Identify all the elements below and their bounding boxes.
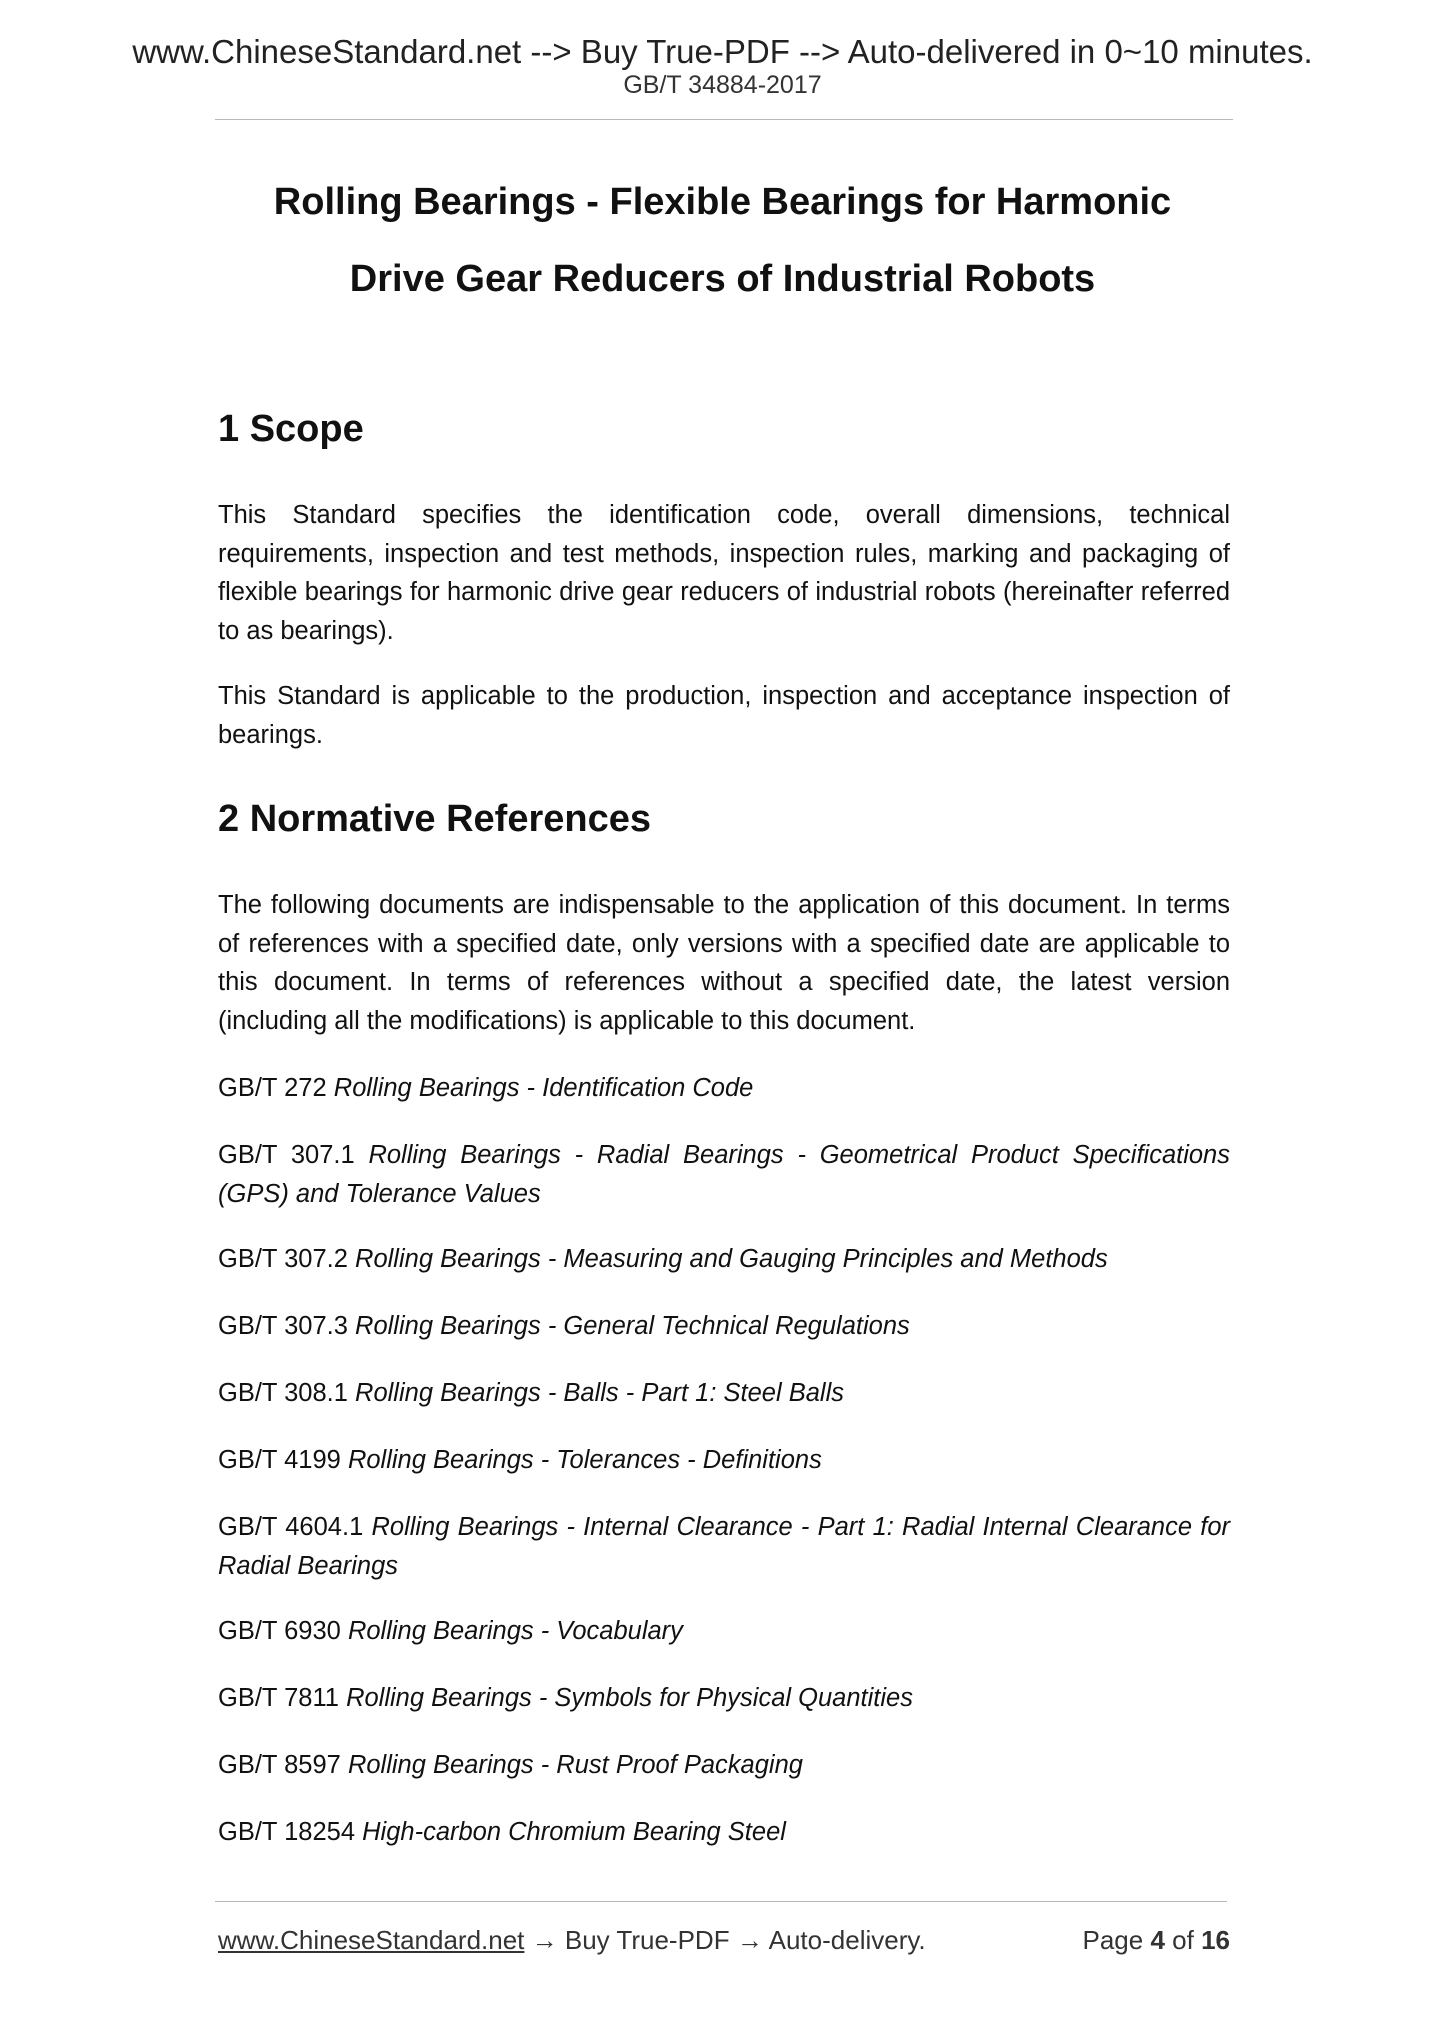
footer-delivery-text: Auto-delivery. bbox=[768, 1925, 926, 1955]
reference-code: GB/T 7811 bbox=[218, 1684, 339, 1712]
page-label: Page bbox=[1082, 1925, 1144, 1955]
page-of-label: of bbox=[1172, 1925, 1194, 1955]
reference-title: Rolling Bearings - Measuring and Gauging Principles and Methods bbox=[355, 1245, 1108, 1273]
document-title-line-2: Drive Gear Reducers of Industrial Robots bbox=[349, 258, 1096, 300]
reference-title: Rolling Bearings - Radial Bearings - Geometrical Product Specifications (GPS) and Tolerance Values bbox=[218, 1141, 1230, 1208]
reference-title: Rolling Bearings - Rust Proof Packaging bbox=[347, 1751, 803, 1779]
footer-site-link[interactable]: www.ChineseStandard.net bbox=[218, 1925, 525, 1955]
reference-item bbox=[218, 1240, 1230, 1279]
reference-code: GB/T 307.1 bbox=[218, 1141, 355, 1169]
reference-code: GB/T 8597 bbox=[218, 1751, 341, 1779]
footer-buy-text: Buy True-PDF bbox=[564, 1925, 730, 1955]
section-heading-scope: 1 Scope bbox=[218, 408, 364, 450]
footer-divider bbox=[215, 1901, 1227, 1902]
scope-paragraph-2: This Standard is applicable to the production, inspection and acceptance inspection of bearings. bbox=[218, 682, 1230, 749]
reference-title: High-carbon Chromium Bearing Steel bbox=[362, 1818, 786, 1846]
reference-title: Rolling Bearings - Internal Clearance - Part 1: Radial Internal Clearance for Radial Bearings bbox=[218, 1513, 1230, 1580]
scope-paragraph-1: This Standard specifies the identification code, overall dimensions, technical requirements, inspection and test methods, inspection rules, marking and packaging of flexible bearings for harmonic drive gear reducers of industrial robots (hereinafter referred to as bearings). bbox=[218, 501, 1230, 645]
reference-item bbox=[218, 1136, 1230, 1213]
reference-code: GB/T 18254 bbox=[218, 1818, 356, 1846]
reference-title: Rolling Bearings - Symbols for Physical Quantities bbox=[346, 1684, 913, 1712]
reference-item bbox=[218, 1374, 1230, 1413]
reference-code: GB/T 272 bbox=[218, 1074, 327, 1102]
reference-code: GB/T 307.3 bbox=[218, 1312, 348, 1340]
arrow-icon: → bbox=[736, 1925, 763, 1955]
reference-code: GB/T 4604.1 bbox=[218, 1513, 364, 1541]
references-intro-paragraph: The following documents are indispensable to the application of this document. In terms of references with a specified date, only versions with a specified date are applicable to this document. In terms of references without a specified date, the latest version (including all the modifications) is applicable to this document. bbox=[218, 891, 1230, 1035]
page-footer bbox=[218, 1922, 1230, 1958]
reference-item bbox=[218, 1307, 1230, 1346]
reference-item bbox=[218, 1612, 1230, 1651]
section-heading-normative-references: 2 Normative References bbox=[218, 798, 651, 840]
reference-title: Rolling Bearings - Balls - Part 1: Steel Balls bbox=[355, 1379, 845, 1407]
page-total: 16 bbox=[1201, 1925, 1230, 1955]
arrow-icon: → bbox=[531, 1925, 558, 1955]
reference-item bbox=[218, 1069, 1230, 1108]
reference-item bbox=[218, 1813, 1230, 1852]
reference-item bbox=[218, 1508, 1230, 1585]
reference-code: GB/T 308.1 bbox=[218, 1379, 348, 1407]
reference-item bbox=[218, 1679, 1230, 1718]
document-code: GB/T 34884-2017 bbox=[623, 71, 822, 99]
reference-item bbox=[218, 1441, 1230, 1480]
document-title-line-1: Rolling Bearings - Flexible Bearings for Harmonic bbox=[273, 181, 1172, 223]
header-divider bbox=[215, 119, 1233, 120]
page-number bbox=[1082, 1922, 1230, 1958]
reference-item bbox=[218, 1746, 1230, 1785]
header-banner: www.ChineseStandard.net --> Buy True-PDF --> Auto-delivered in 0~10 minutes. bbox=[132, 33, 1313, 70]
reference-code: GB/T 307.2 bbox=[218, 1245, 348, 1273]
reference-title: Rolling Bearings - Identification Code bbox=[333, 1074, 754, 1102]
reference-title: Rolling Bearings - General Technical Regulations bbox=[355, 1312, 910, 1340]
page-current: 4 bbox=[1150, 1925, 1165, 1955]
footer-promo bbox=[218, 1922, 926, 1958]
reference-code: GB/T 4199 bbox=[218, 1446, 341, 1474]
reference-code: GB/T 6930 bbox=[218, 1617, 341, 1645]
reference-title: Rolling Bearings - Tolerances - Definitions bbox=[347, 1446, 822, 1474]
reference-title: Rolling Bearings - Vocabulary bbox=[347, 1617, 683, 1645]
